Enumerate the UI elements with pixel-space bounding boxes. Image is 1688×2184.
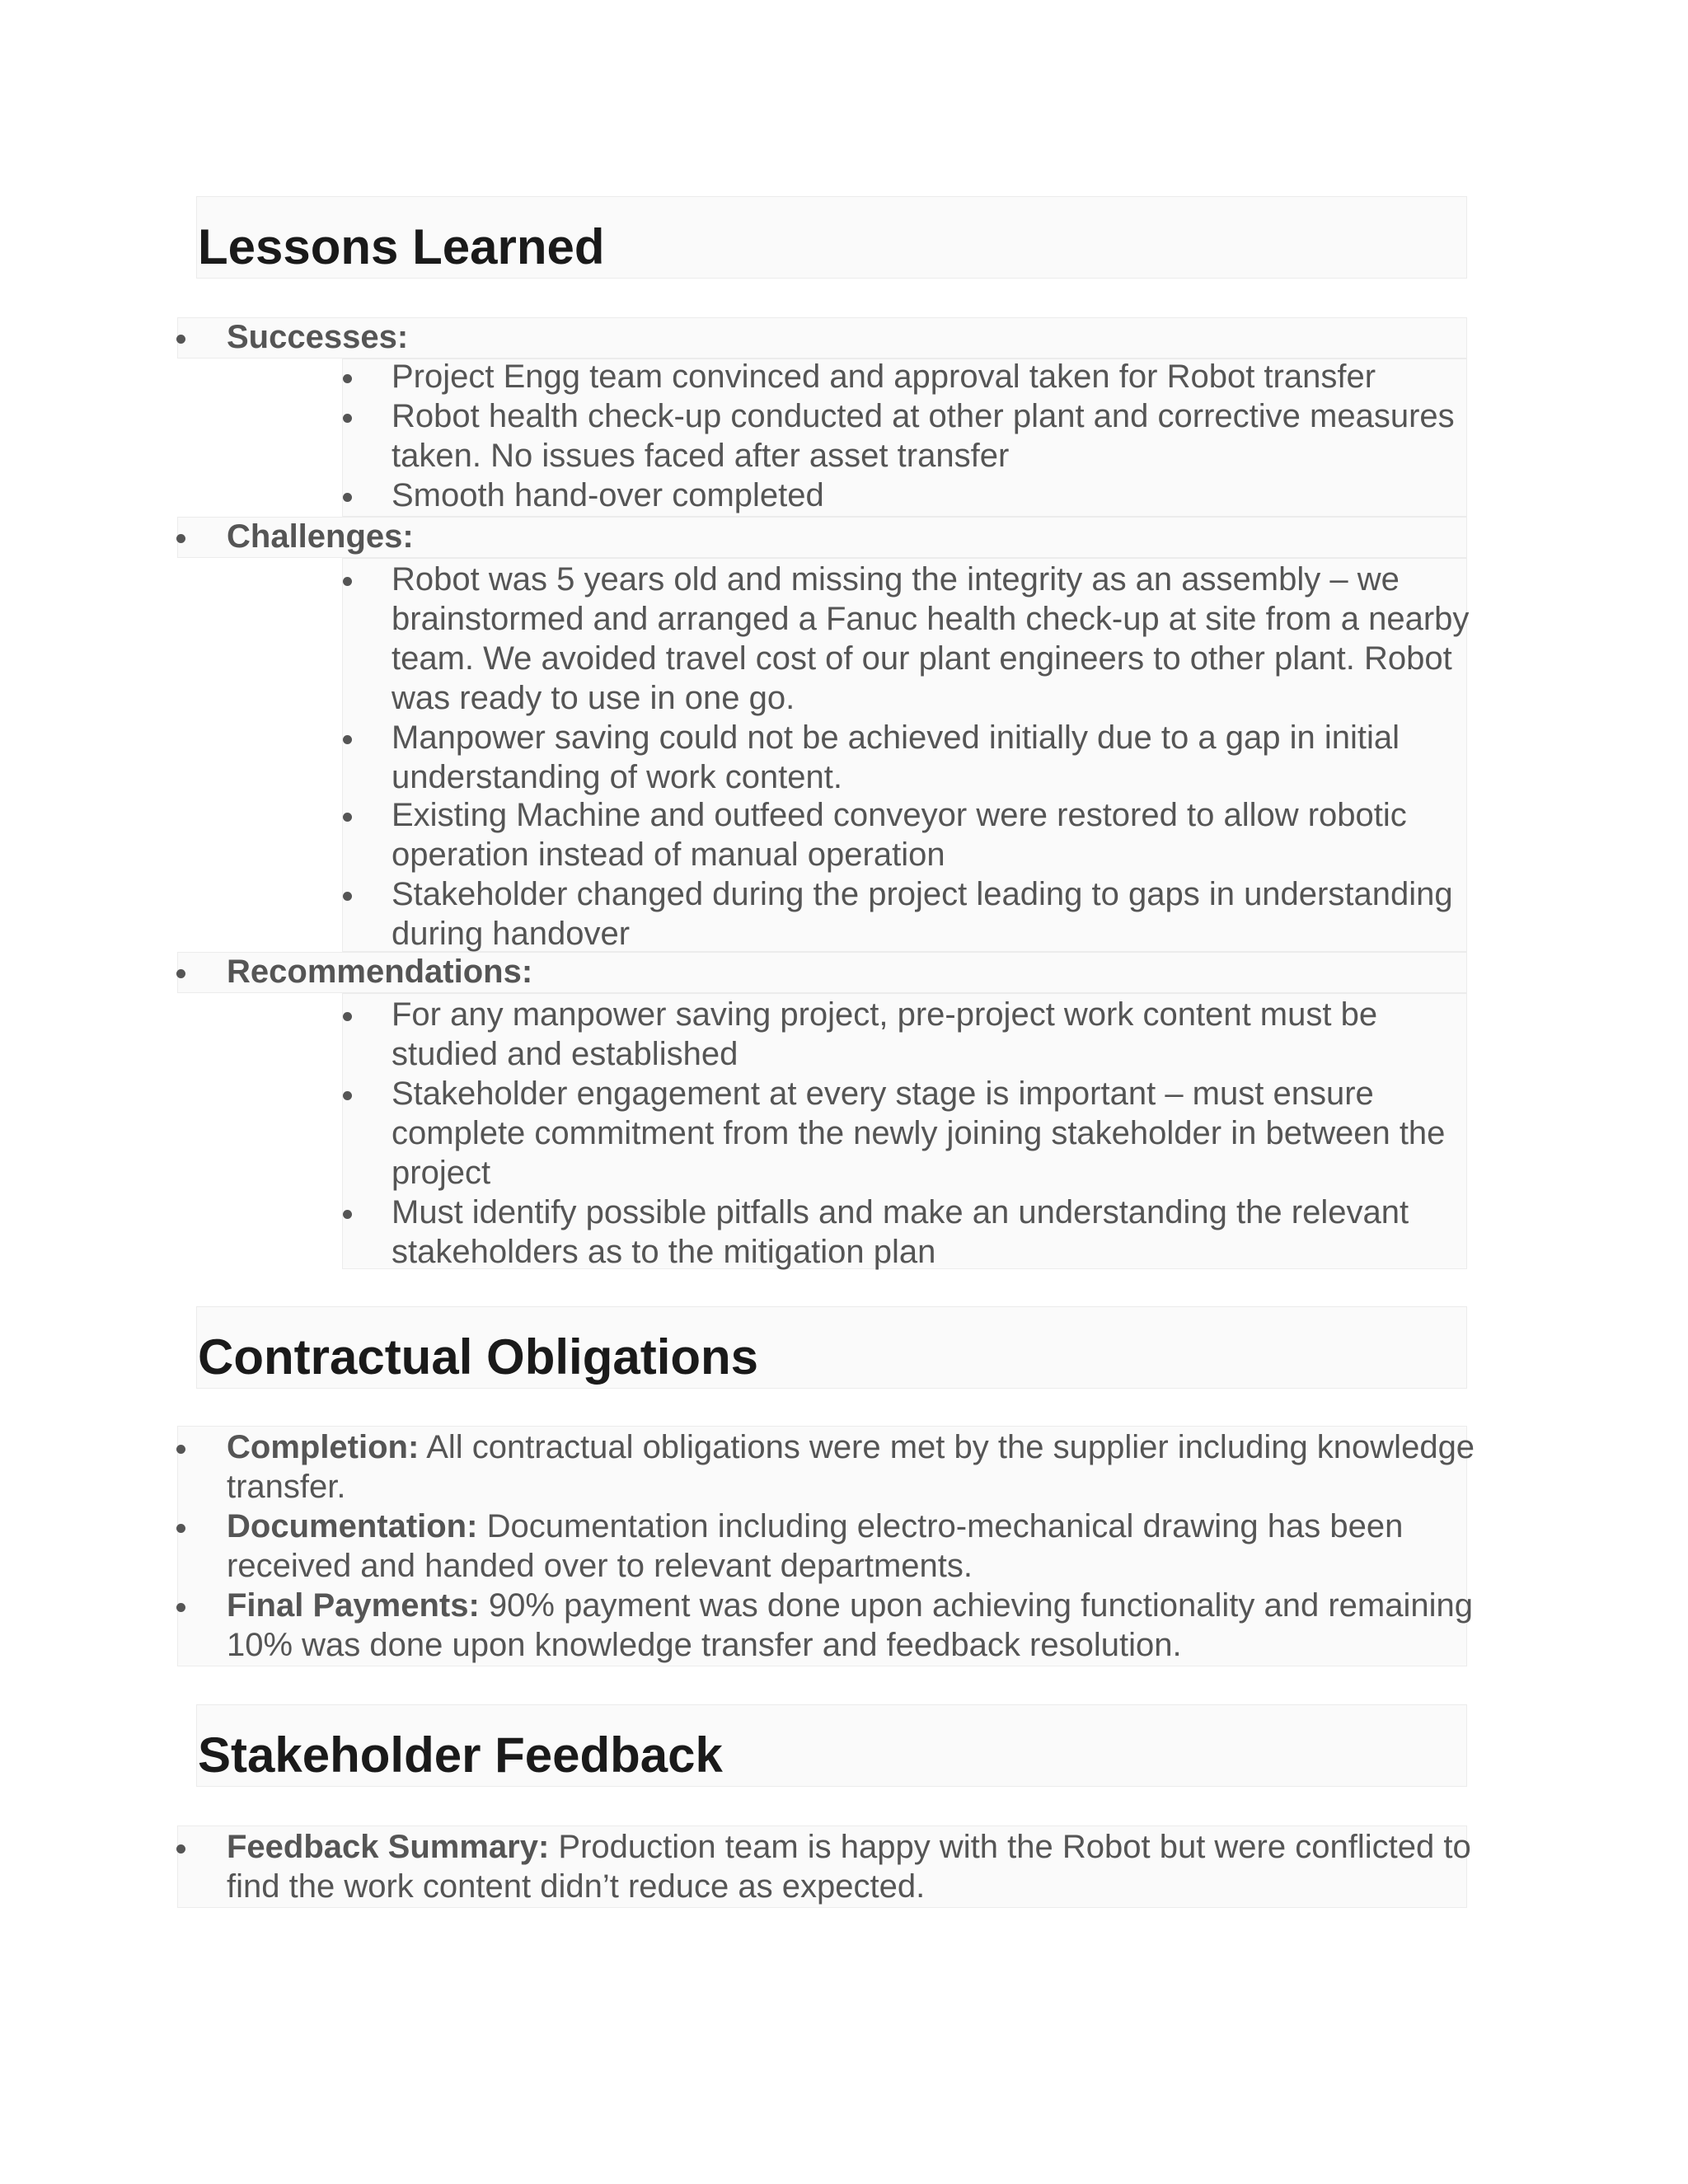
list-item: Must identify possible pitfalls and make an understanding the relevant — [392, 1194, 1409, 1230]
list-item: Smooth hand-over completed — [392, 477, 824, 513]
list-item-continuation: taken. No issues faced after asset transfer — [392, 438, 1010, 474]
list-item-continuation: was ready to use in one go. — [392, 680, 795, 716]
section-heading-stakeholder-feedback: Stakeholder Feedback — [198, 1727, 723, 1783]
group-label-successes: Successes: — [227, 319, 409, 355]
list-item: Manpower saving could not be achieved initially due to a gap in initial — [392, 719, 1400, 756]
bullet — [176, 1603, 185, 1612]
list-item-continuation: operation instead of manual operation — [392, 837, 945, 873]
list-item-continuation: received and handed over to relevant departments. — [227, 1548, 973, 1584]
list-item-continuation: 10% was done upon knowledge transfer and feedback resolution. — [227, 1627, 1182, 1663]
list-item-continuation: transfer. — [227, 1469, 346, 1505]
group-label-challenges: Challenges: — [227, 518, 414, 555]
list-item-continuation: during handover — [392, 916, 631, 952]
bullet — [176, 969, 185, 978]
list-item-continuation: studied and established — [392, 1036, 738, 1072]
list-item-continuation: stakeholders as to the mitigation plan — [392, 1234, 936, 1270]
bullet — [343, 577, 352, 586]
list-item-continuation: brainstormed and arranged a Fanuc health check-up at site from a nearby — [392, 601, 1470, 637]
list-item-continuation: find the work content didn’t reduce as expected. — [227, 1868, 926, 1905]
group-label-recommendations: Recommendations: — [227, 954, 533, 990]
list-item: Existing Machine and outfeed conveyor were restored to allow robotic — [392, 797, 1407, 833]
bullet — [176, 1524, 185, 1533]
list-item-final-payments: Final Payments: 90% payment was done upon achieving functionality and remaining — [227, 1587, 1473, 1624]
section-heading-lessons-learned: Lessons Learned — [198, 219, 605, 274]
list-item: Robot health check-up conducted at other plant and corrective measures — [392, 398, 1455, 434]
bullet — [343, 735, 352, 744]
list-item-continuation: complete commitment from the newly joining stakeholder in between the — [392, 1115, 1446, 1151]
bullet — [343, 374, 352, 383]
bullet — [343, 493, 352, 502]
list-item: Project Engg team convinced and approval taken for Robot transfer — [392, 359, 1376, 395]
bullet — [176, 534, 185, 543]
bullet — [343, 892, 352, 901]
bullet — [343, 813, 352, 822]
bullet — [343, 1210, 352, 1219]
list-item-documentation: Documentation: Documentation including electro-mechanical drawing has been — [227, 1508, 1404, 1544]
bullet — [176, 1445, 185, 1454]
list-item: Stakeholder changed during the project leading to gaps in understanding — [392, 876, 1453, 912]
bullet — [176, 335, 185, 344]
list-item-continuation: understanding of work content. — [392, 759, 843, 795]
list-item: Stakeholder engagement at every stage is important – must ensure — [392, 1076, 1374, 1112]
bullet — [343, 1091, 352, 1100]
list-item: For any manpower saving project, pre-project work content must be — [392, 996, 1378, 1033]
list-item: Robot was 5 years old and missing the integrity as an assembly – we — [392, 561, 1400, 598]
list-item-continuation: project — [392, 1155, 491, 1191]
list-item-continuation: team. We avoided travel cost of our plant engineers to other plant. Robot — [392, 640, 1452, 677]
section-heading-contractual-obligations: Contractual Obligations — [198, 1329, 759, 1385]
list-item-feedback-summary: Feedback Summary: Production team is happy with the Robot but were conflicted to — [227, 1829, 1471, 1865]
bullet — [343, 414, 352, 423]
list-item-completion: Completion: All contractual obligations were met by the supplier including knowledge — [227, 1429, 1475, 1465]
bullet — [343, 1012, 352, 1021]
bullet — [176, 1844, 185, 1854]
